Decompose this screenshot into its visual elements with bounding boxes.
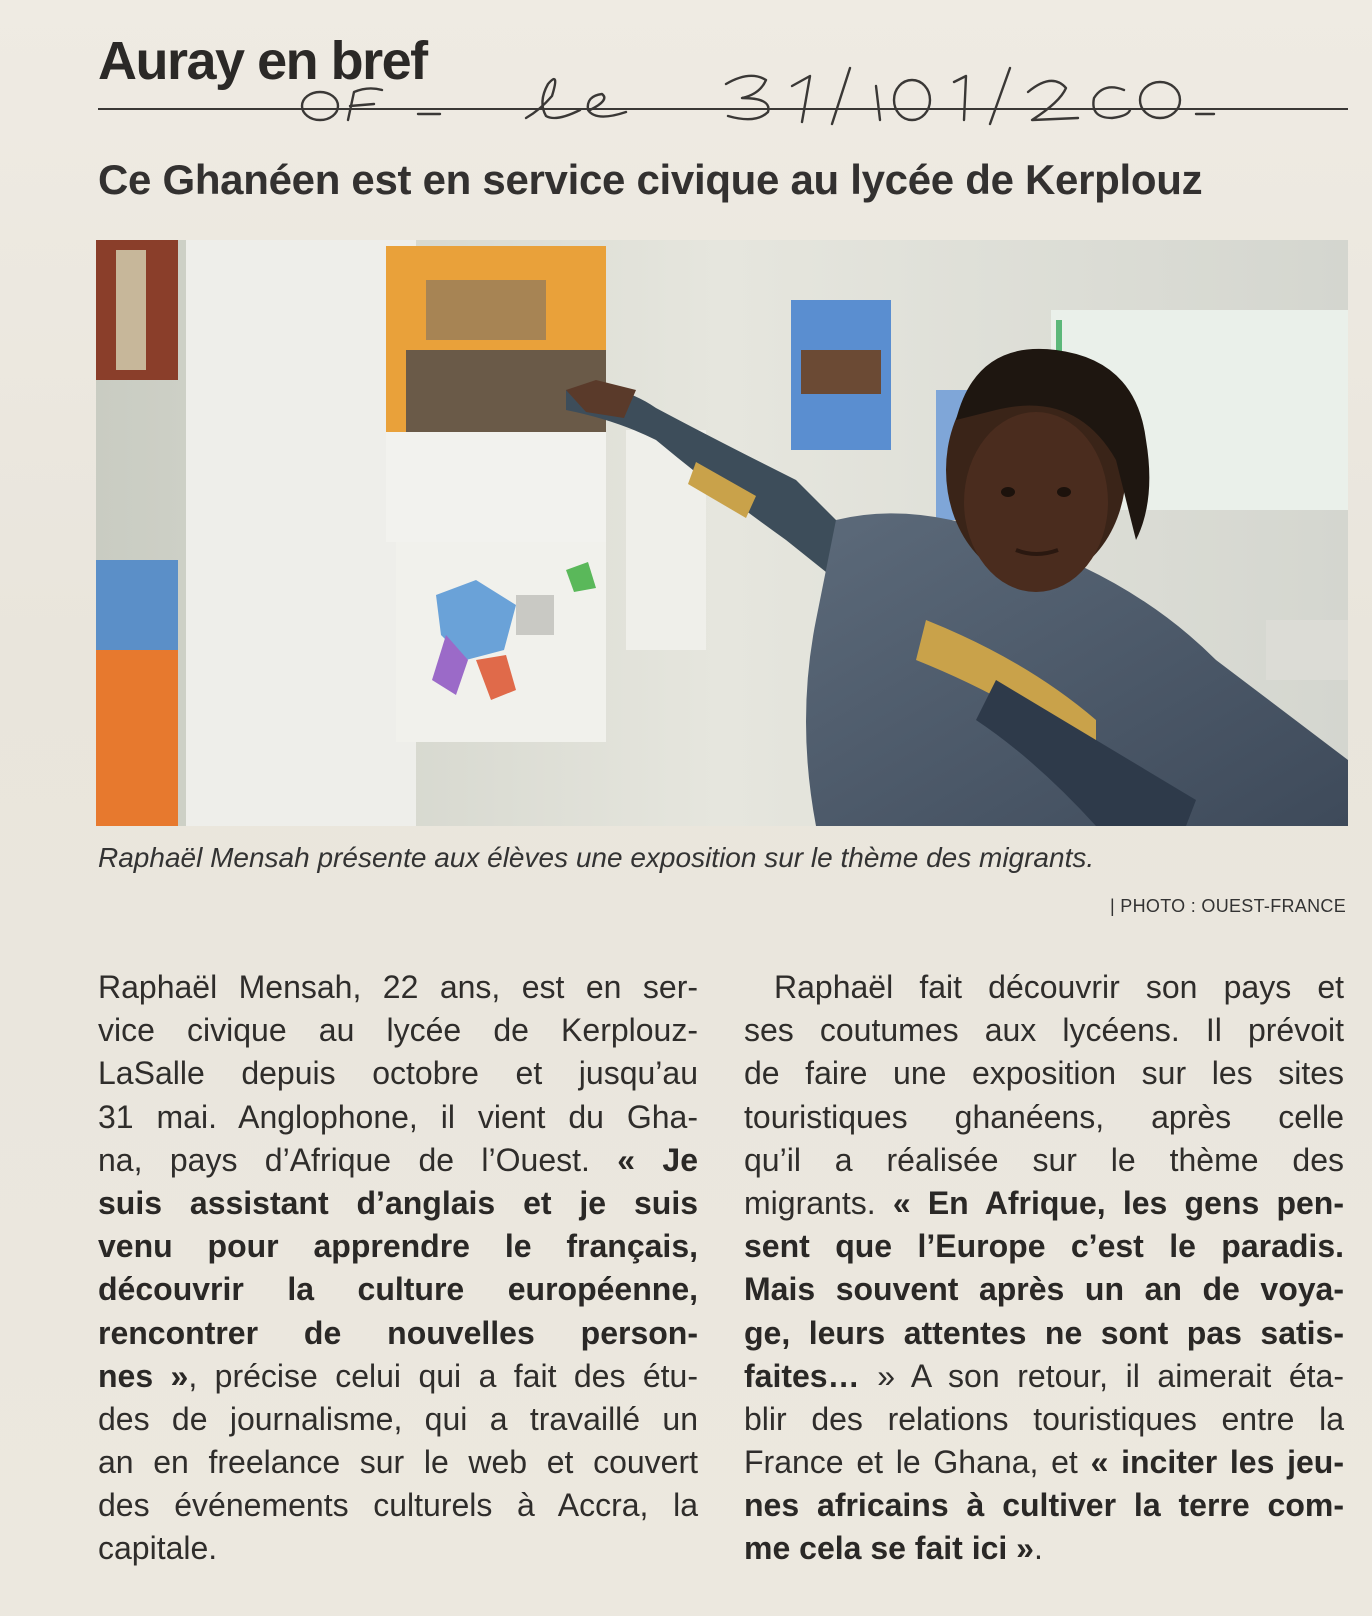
- body-text: touristiques ghanéens, après celle: [744, 1098, 1344, 1135]
- body-text: des de journalisme, qui a travaillé un: [98, 1400, 698, 1437]
- body-text: de faire une exposition sur les sites: [744, 1055, 1344, 1092]
- body-text: capitale.: [98, 1530, 218, 1567]
- article-line: [744, 1312, 1344, 1355]
- body-text: vice civique au lycée de Kerplouz-: [98, 1012, 698, 1049]
- quote-text: me cela se fait ici »: [744, 1530, 1034, 1567]
- quote-text: ge, leurs attentes ne sont pas satis-: [744, 1314, 1344, 1351]
- article-line: [744, 1009, 1344, 1052]
- article-line: [98, 1052, 698, 1095]
- quote-text: nes »: [98, 1357, 189, 1394]
- article-line: [744, 1268, 1344, 1311]
- section-rubric: Auray en bref: [98, 31, 427, 91]
- article-line: [98, 1484, 698, 1527]
- photo-credit: | PHOTO : OUEST-FRANCE: [1110, 896, 1346, 916]
- article-line: [744, 1096, 1344, 1139]
- article-line: [98, 1096, 698, 1139]
- body-text: ses coutumes aux lycéens. Il prévoit: [744, 1012, 1344, 1049]
- quote-text: rencontrer de nouvelles person-: [98, 1314, 698, 1351]
- article-column-2: [744, 966, 1344, 1571]
- article-line: [744, 1139, 1344, 1182]
- handwritten-date-note: [290, 40, 1310, 126]
- body-text: na, pays d’Afrique de l’Ouest.: [98, 1141, 618, 1178]
- article-line: [98, 1182, 698, 1225]
- quote-text: découvrir la culture européenne,: [98, 1271, 698, 1308]
- photo-exhibition-graphic: [96, 240, 1348, 826]
- article-column-1: [98, 966, 698, 1571]
- article-line: [744, 1225, 1344, 1268]
- body-text: .: [1033, 1530, 1043, 1567]
- article-line: [98, 1355, 698, 1398]
- article-line: [98, 1312, 698, 1355]
- article-line: [98, 1225, 698, 1268]
- article-line: [744, 1527, 1344, 1570]
- article-line: [744, 1484, 1344, 1527]
- body-text: Raphaël Mensah, 22 ans, est en ser-: [98, 969, 698, 1005]
- article-line: [744, 966, 1344, 1009]
- body-text: des événements culturels à Accra, la: [98, 1487, 698, 1524]
- body-text: LaSalle depuis octobre et jusqu’au: [98, 1055, 698, 1092]
- article-line: [744, 1052, 1344, 1095]
- photo-caption: Raphaël Mensah présente aux élèves une exposition sur le thème des migrants.: [98, 842, 1095, 873]
- article-line: [98, 1009, 698, 1052]
- handwriting-graphic: [290, 40, 1310, 126]
- quote-text: suis assistant d’anglais et je suis: [98, 1184, 698, 1221]
- quote-text: « Je: [617, 1141, 698, 1178]
- body-text: migrants.: [744, 1184, 893, 1221]
- article-line: [98, 966, 698, 1009]
- body-text: Raphaël fait découvrir son pays et: [774, 969, 1344, 1005]
- body-text: » A son retour, il aimerait éta-: [859, 1357, 1344, 1394]
- body-text: 31 mai. Anglophone, il vient du Gha-: [98, 1098, 698, 1135]
- body-text: blir des relations touristiques entre la: [744, 1400, 1344, 1437]
- article-line: [744, 1182, 1344, 1225]
- article-line: [98, 1527, 698, 1570]
- body-text: an en freelance sur le web et couvert: [98, 1444, 698, 1481]
- article-line: [98, 1441, 698, 1484]
- quote-text: sent que l’Europe c’est le paradis.: [744, 1228, 1344, 1265]
- article-line: [744, 1355, 1344, 1398]
- quote-text: nes africains à cultiver la terre com-: [744, 1487, 1344, 1524]
- article-line: [98, 1268, 698, 1311]
- body-text: , précise celui qui a fait des étu-: [188, 1357, 699, 1394]
- article-photo: [96, 240, 1348, 826]
- quote-text: venu pour apprendre le français,: [98, 1228, 698, 1265]
- article-line: [98, 1398, 698, 1441]
- article-line: [744, 1441, 1344, 1484]
- body-text: qu’il a réalisée sur le thème des: [744, 1141, 1344, 1178]
- headline: Ce Ghanéen est en service civique au lycée de Kerplouz: [98, 156, 1203, 203]
- quote-text: Mais souvent après un an de voya-: [744, 1271, 1344, 1308]
- article-line: [98, 1139, 698, 1182]
- quote-text: faites…: [744, 1357, 860, 1394]
- quote-text: « En Afrique, les gens pen-: [892, 1184, 1345, 1221]
- article-line: [744, 1398, 1344, 1441]
- body-text: France et le Ghana, et: [744, 1444, 1091, 1481]
- quote-text: « inciter les jeu-: [1090, 1444, 1345, 1481]
